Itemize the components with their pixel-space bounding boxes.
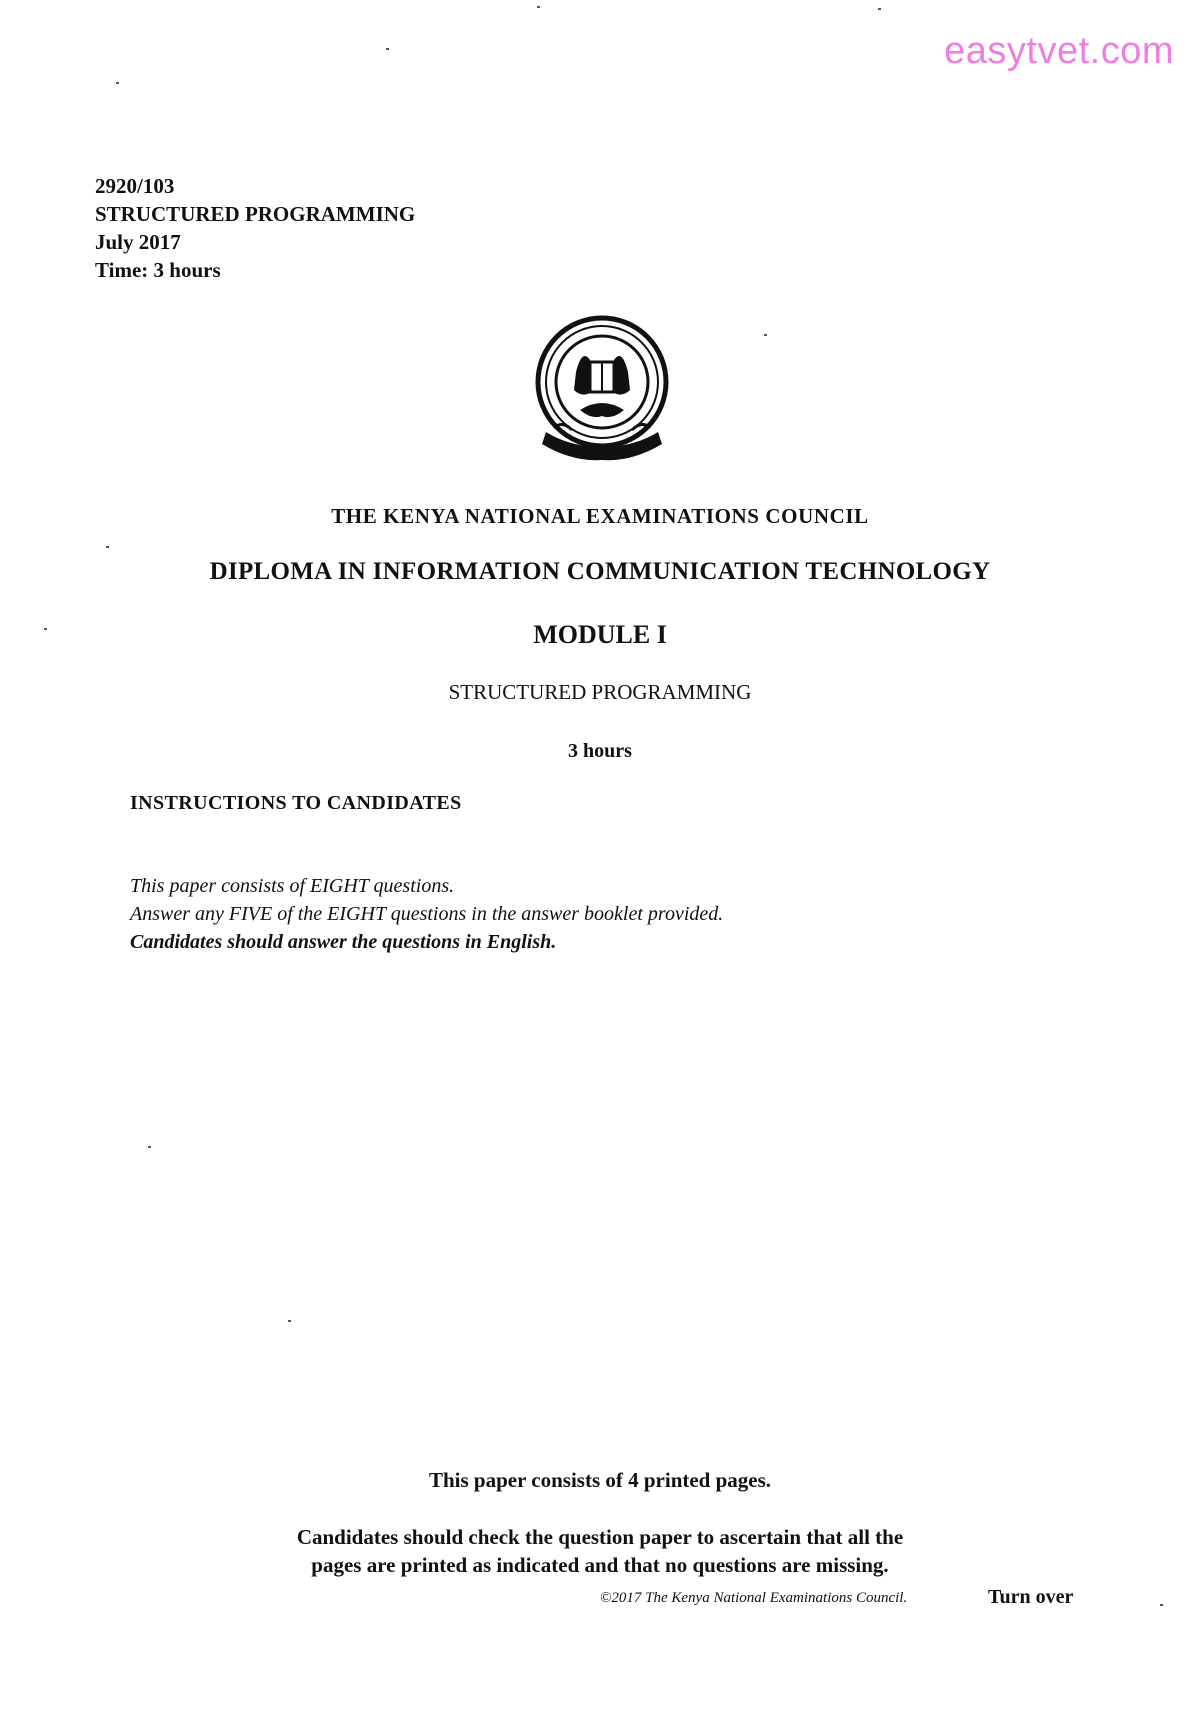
scan-speck bbox=[148, 1146, 151, 1148]
scan-speck bbox=[44, 628, 47, 630]
check-notice-line: Candidates should check the question paper to ascertain that all the bbox=[296, 1525, 904, 1549]
instruction-line: This paper consists of EIGHT questions. bbox=[130, 875, 455, 897]
copyright: ©2017 The Kenya National Examinations Council. bbox=[600, 1590, 908, 1606]
check-notice bbox=[0, 1523, 1200, 1579]
turn-over: Turn over bbox=[988, 1586, 1074, 1608]
scan-speck bbox=[878, 8, 881, 10]
scan-speck bbox=[764, 334, 767, 336]
paper-subject: STRUCTURED PROGRAMMING bbox=[448, 680, 752, 704]
instructions-title: INSTRUCTIONS TO CANDIDATES bbox=[130, 792, 462, 814]
watermark: easytvet.com bbox=[944, 30, 1174, 72]
kenya-coat-of-arms-seal-icon bbox=[532, 312, 672, 472]
instruction-line: Answer any FIVE of the EIGHT questions in the answer booklet provided. bbox=[130, 903, 724, 925]
paper-time: Time: 3 hours bbox=[95, 258, 221, 282]
scan-speck bbox=[288, 1320, 291, 1322]
instructions-list bbox=[130, 872, 723, 956]
scan-speck bbox=[106, 546, 109, 548]
check-notice-line: pages are printed as indicated and that no questions are missing. bbox=[311, 1553, 889, 1577]
paper-header bbox=[95, 172, 415, 284]
paper-code: 2920/103 bbox=[95, 174, 175, 198]
scan-speck bbox=[386, 48, 389, 50]
scan-speck bbox=[1160, 1604, 1163, 1606]
paper-subject-header: STRUCTURED PROGRAMMING bbox=[95, 202, 416, 226]
council-name: THE KENYA NATIONAL EXAMINATIONS COUNCIL bbox=[331, 504, 869, 528]
instruction-line: Candidates should answer the questions in English. bbox=[130, 931, 557, 953]
paper-date: July 2017 bbox=[95, 230, 181, 254]
scan-speck bbox=[116, 82, 119, 84]
diploma-title: DIPLOMA IN INFORMATION COMMUNICATION TECHNOLOGY bbox=[209, 558, 991, 585]
scan-speck bbox=[537, 6, 540, 8]
module-title: MODULE I bbox=[533, 620, 667, 649]
paper-duration: 3 hours bbox=[568, 740, 632, 762]
page-count-notice: This paper consists of 4 printed pages. bbox=[428, 1468, 772, 1492]
